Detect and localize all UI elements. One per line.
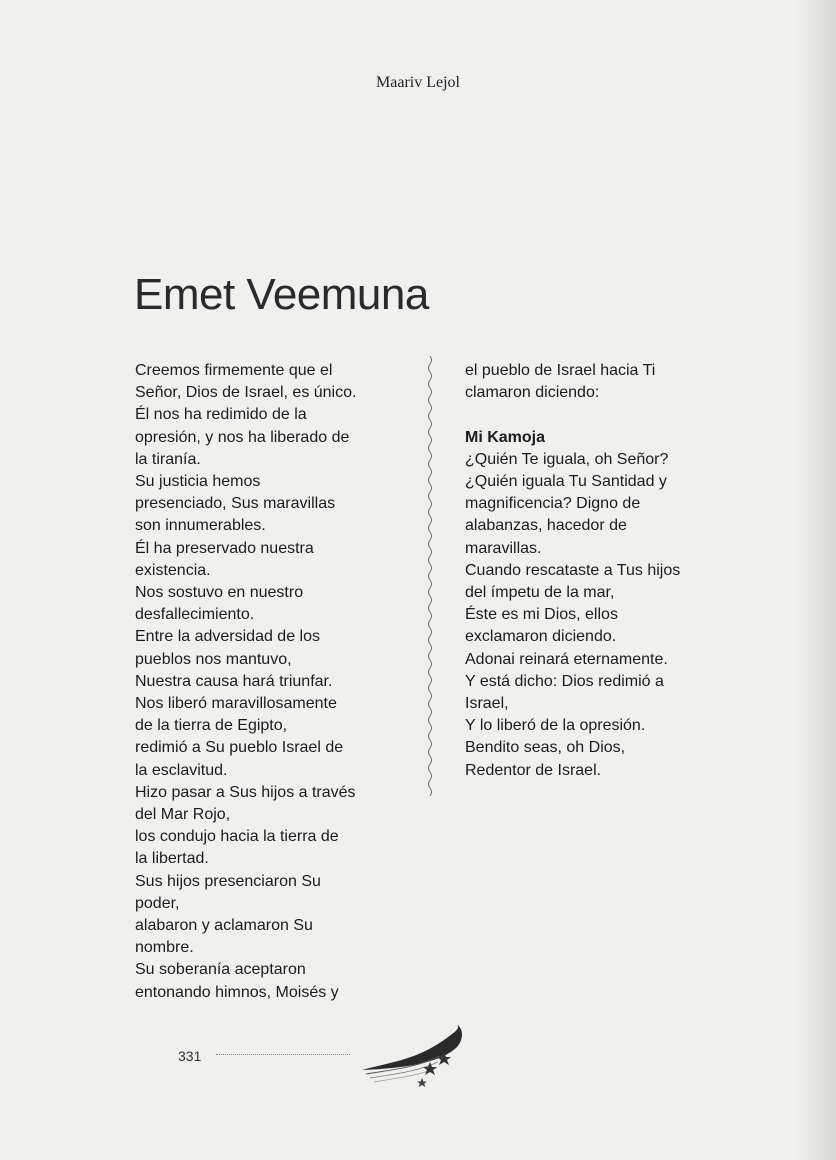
text-line: redimió a Su pueblo Israel de <box>135 739 344 757</box>
wavy-column-divider <box>419 356 441 796</box>
text-line: Cuando rescataste a Tus hijos <box>465 561 681 579</box>
running-head: Maariv Lejol <box>376 74 460 91</box>
text-line: presenciado, Sus maravillas <box>135 495 336 513</box>
blank-line <box>465 404 715 426</box>
text-line: nombre. <box>135 939 194 957</box>
text-line: el pueblo de Israel hacia Ti <box>465 362 656 379</box>
text-line: Éste es mi Dios, ellos <box>465 606 618 624</box>
page-number: 331 <box>178 1048 202 1064</box>
text-line: ¿Quién iguala Tu Santidad y <box>465 473 667 490</box>
text-line: Nos sostuvo en nuestro <box>135 584 304 602</box>
footer-dotted-rule <box>216 1054 350 1055</box>
text-line: alabanzas, hacedor de <box>465 517 627 535</box>
text-line: entonando himnos, Moisés y <box>135 983 339 1001</box>
text-line: Él ha preservado nuestra <box>135 539 314 557</box>
page-title: Emet Veemuna <box>134 270 429 319</box>
text-line: la esclavitud. <box>135 761 228 779</box>
text-line: la tiranía. <box>135 450 201 468</box>
text-line: Hizo pasar a Sus hijos a través <box>135 783 356 801</box>
text-line: son innumerables. <box>135 517 266 535</box>
text-line: Adonai reinará eternamente. <box>465 650 668 668</box>
text-line: alabaron y aclamaron Su <box>135 917 313 935</box>
text-line: Creemos firmemente que el <box>135 362 333 379</box>
section-subheading: Mi Kamoja <box>465 428 546 446</box>
quill-and-stars-ornament-icon <box>360 1022 470 1092</box>
text-line: Entre la adversidad de los <box>135 628 320 646</box>
text-line: poder, <box>135 894 180 912</box>
text-line: Nuestra causa hará triunfar. <box>135 672 333 690</box>
page-edge-shadow <box>796 0 836 1160</box>
text-line: existencia. <box>135 561 211 579</box>
left-column <box>135 360 420 1004</box>
text-line: exclamaron diciendo. <box>465 628 617 646</box>
text-line: Bendito seas, oh Dios, <box>465 739 626 757</box>
text-line: Señor, Dios de Israel, es único. <box>135 384 357 402</box>
text-line: desfallecimiento. <box>135 606 255 624</box>
text-line: Su justicia hemos <box>135 473 261 491</box>
text-line: Sus hijos presenciaron Su <box>135 872 321 890</box>
text-line: Y está dicho: Dios redimió a <box>465 672 664 690</box>
text-line: del ímpetu de la mar, <box>465 584 615 602</box>
text-line: clamaron diciendo: <box>465 384 600 402</box>
text-line: Él nos ha redimido de la <box>135 406 307 424</box>
text-line: de la tierra de Egipto, <box>135 717 288 735</box>
right-column <box>465 360 715 782</box>
text-line: Nos liberó maravillosamente <box>135 695 337 713</box>
text-line: ¿Quién Te iguala, oh Señor? <box>465 450 669 468</box>
text-line: la libertad. <box>135 850 209 868</box>
text-line: opresión, y nos ha liberado de <box>135 428 350 446</box>
text-line: Israel, <box>465 695 509 713</box>
text-line: pueblos nos mantuvo, <box>135 650 292 668</box>
text-line: Redentor de Israel. <box>465 761 602 779</box>
text-line: Y lo liberó de la opresión. <box>465 717 646 735</box>
text-line: maravillas. <box>465 539 542 557</box>
text-line: Su soberanía aceptaron <box>135 961 306 979</box>
text-line: del Mar Rojo, <box>135 806 231 824</box>
text-line: magnificencia? Digno de <box>465 495 641 513</box>
text-line: los condujo hacia la tierra de <box>135 828 339 846</box>
